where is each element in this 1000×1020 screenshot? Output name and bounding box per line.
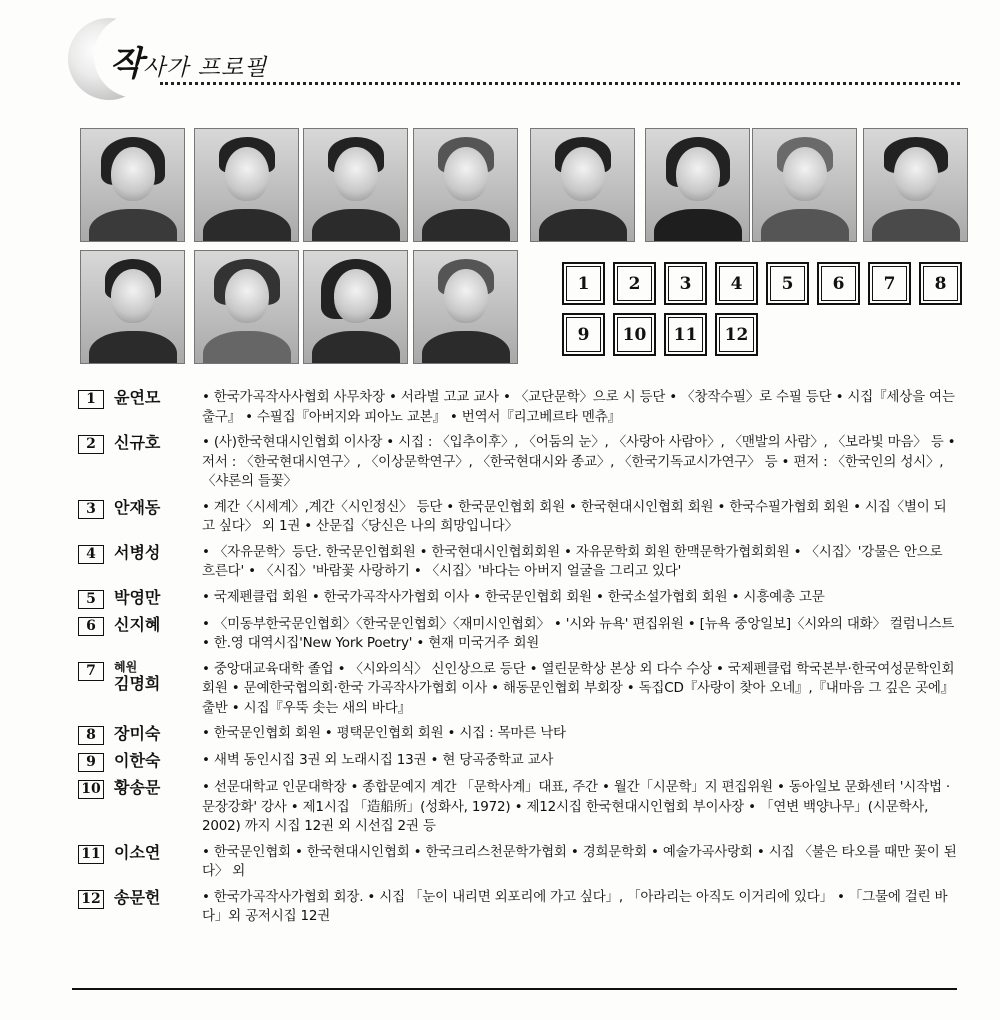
author-bio: • 한국문인협회 회원 • 평택문인협회 회원 • 시집 : 목마른 낙타 [202, 725, 566, 741]
entry-number: 10 [78, 780, 104, 799]
author-bio: • 〈자유문학〉등단. 한국문인협회원 • 한국현대시인협회회원 • 자유문학회 회원 한맥문학가협회회원 • 〈시집〉'강물은 안으로 흐른다' • 〈시집〉'바람꽃 사랑하기 • 〈시집〉'바다는 아버지 얼굴을 그리고 있다' [202, 543, 943, 579]
author-name: 신지혜 [114, 614, 161, 634]
author-bio: • 새벽 동인시집 3권 외 노래시집 13권 • 현 당곡중학교 교사 [202, 752, 554, 768]
author-bio: • 선문대학교 인문대학장 • 종합문예지 계간 「문학사계」대표, 주간 • 월간「시문학」지 편집위원 • 동아일보 문화센터 '시작법 · 문장강화' 강사 • 제1시집 「造船所」(성화사, 1972) • 제12시집 한국현대시인협회 부이사장 • 「연변 백양나무」(시문학사, 2002) 까지 시집 12권 외 시선집 2권 등 [202, 779, 950, 834]
page-title: 작사가 프로필 [110, 44, 268, 84]
profile-entry [78, 660, 958, 719]
entry-number: 8 [78, 726, 104, 745]
number-box-8: 8 [919, 262, 962, 305]
profile-entry [78, 615, 958, 654]
number-box-5: 5 [766, 262, 809, 305]
photo-9 [80, 250, 185, 364]
author-name: 서병성 [114, 542, 161, 562]
entry-number: 12 [78, 890, 104, 909]
author-name: 김명희 [114, 673, 161, 693]
photo-6 [645, 128, 750, 242]
number-box-6: 6 [817, 262, 860, 305]
author-bio: • 국제펜클럽 회원 • 한국가곡작사가협회 이사 • 한국문인협회 회원 • 한국소설가협회 회원 • 시흥예총 고문 [202, 588, 825, 605]
entry-number: 1 [78, 390, 104, 409]
profile-entry [78, 888, 958, 927]
profile-entry [78, 588, 958, 609]
author-name: 황송문 [114, 778, 161, 797]
entry-number: 9 [78, 753, 104, 772]
author-name: 이한숙 [114, 751, 161, 770]
number-box-10: 10 [613, 313, 656, 356]
number-box-9: 9 [562, 313, 605, 356]
author-name-block [104, 660, 202, 694]
entry-number: 4 [78, 545, 104, 564]
photo-3 [303, 128, 408, 242]
profile-entry [78, 724, 958, 745]
author-bio: • 한국문인협회 • 한국현대시인협회 • 한국크리스천문학가협회 • 경희문학회 • 예술가곡사랑회 • 시집 〈불은 타오를 때만 꽃이 된다〉 외 [202, 843, 957, 879]
photo-4 [413, 128, 518, 242]
author-name: 신규호 [114, 433, 161, 452]
bottom-rule [72, 988, 957, 990]
profile-list [78, 388, 958, 933]
author-name: 이소연 [114, 842, 161, 862]
entry-number: 6 [78, 617, 104, 636]
number-box-11: 11 [664, 313, 707, 356]
photo-5 [530, 128, 635, 242]
author-bio: • 한국가곡작사가협회 회장. • 시집 「눈이 내리면 외포리에 가고 싶다」, 「아라리는 아직도 이거리에 있다」 • 「그물에 걸린 바다」외 공저시집 12권 [202, 888, 948, 924]
profile-entry [78, 498, 958, 537]
profile-entry [78, 843, 958, 882]
entry-number: 2 [78, 435, 104, 454]
entry-number: 11 [78, 845, 104, 864]
photo-1 [80, 128, 185, 242]
entry-number: 5 [78, 590, 104, 609]
author-name: 윤연모 [114, 388, 161, 407]
profile-entry [78, 543, 958, 582]
author-name: 안재동 [114, 497, 161, 517]
number-box-4: 4 [715, 262, 758, 305]
photo-12 [413, 250, 518, 364]
profile-entry [78, 433, 958, 492]
number-box-2: 2 [613, 262, 656, 305]
photo-2 [194, 128, 299, 242]
photo-8 [863, 128, 968, 242]
author-bio: • 〈미동부한국문인협회〉〈한국문인협회〉〈재미시인협회〉 • '시와 뉴욕' 편집위원 • [뉴욕 중앙일보]〈시와의 대화〉 컬럼니스트 • 한.영 대역시집'New York Poetry' • 현재 미국거주 회원 [202, 615, 955, 651]
entry-number: 7 [78, 662, 104, 681]
profile-entry [78, 778, 958, 837]
page-header [0, 0, 1000, 110]
profile-entry [78, 388, 958, 427]
author-bio: • 계간〈시세계〉,계간〈시인정신〉 등단 • 한국문인협회 회원 • 한국현대시인협회 회원 • 한국수필가협회 회원 • 시집〈별이 되고 싶다〉 외 1권 • 산문집〈당신은 나의 희망입니다〉 [202, 498, 947, 534]
photo-10 [194, 250, 299, 364]
author-name: 장미숙 [114, 724, 161, 743]
photo-11 [303, 250, 408, 364]
author-bio: • 한국가곡작사사협회 사무차장 • 서라벌 고교 교사 • 〈교단문학〉으로 시 등단 • 〈창작수필〉로 수필 등단 • 시집『세상을 여는 출구』 • 수필집『아버지와 피아노 교본』 • 번역서『리고베르타 멘츄』 [202, 389, 955, 425]
entry-number: 3 [78, 500, 104, 519]
author-pen-name: 혜원 [114, 659, 138, 674]
author-name: 박영만 [114, 587, 161, 607]
number-box-3: 3 [664, 262, 707, 305]
number-box-12: 12 [715, 313, 758, 356]
dotted-rule [160, 82, 960, 85]
profile-entry [78, 751, 958, 772]
number-box-7: 7 [868, 262, 911, 305]
author-bio: • (사)한국현대시인협회 이사장 • 시집 : 〈입추이후〉, 〈어둠의 눈〉, 〈사랑아 사람아〉, 〈맨발의 사람〉, 〈보라빛 마음〉 등 • 저서 : 〈한국현대시연구〉, 〈이상문학연구〉, 〈한국현대시와 종교〉, 〈한국기독교시가연구〉 등 • 편저 : 〈한국인의 성시〉, 〈샤론의 들꽃〉 [202, 434, 956, 489]
author-bio: • 중앙대교육대학 졸업 • 〈시와의식〉 신인상으로 등단 • 열린문학상 본상 외 다수 수상 • 국제펜클럽 학국본부·한국여성문학인회 회원 • 문예한국협의회·한국 가곡작사가협회 이사 • 해동문인협회 부회장 • 독집CD『사랑이 찾아 오네』,『내마음 그 깊은 곳에』출반 • 시집『우뚝 솟는 새의 바다』 [202, 660, 955, 716]
author-name: 송문헌 [114, 887, 161, 907]
number-box-1: 1 [562, 262, 605, 305]
photo-7 [752, 128, 857, 242]
